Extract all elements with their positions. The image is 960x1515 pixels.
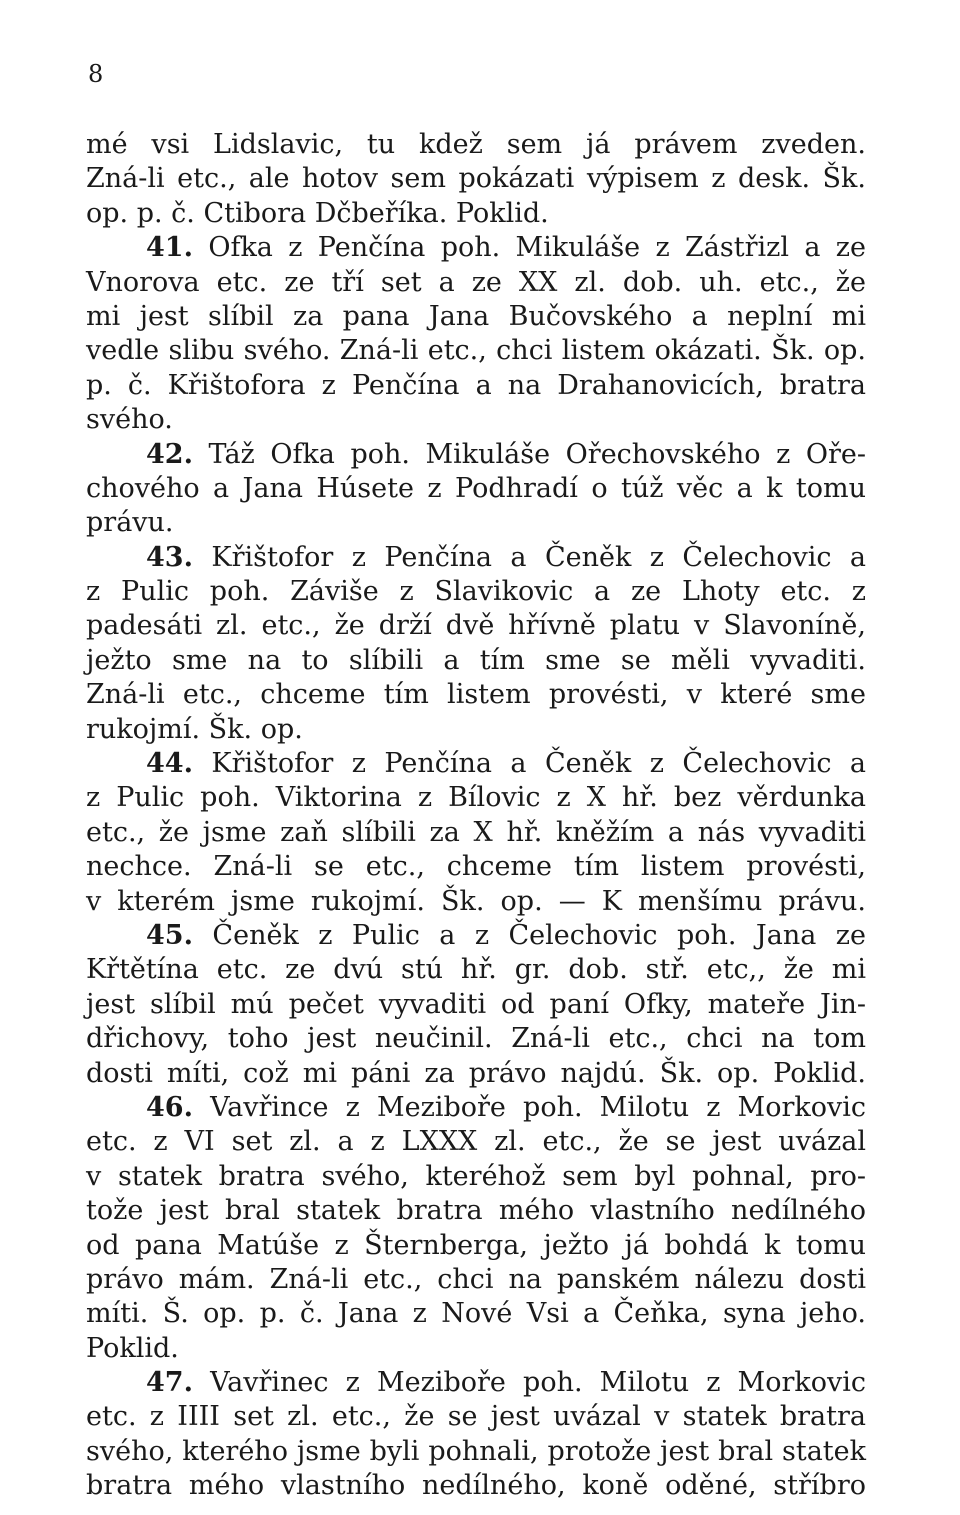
line-text: od pana Matúše z Šternberga, ježto já bohdá k tomu: [86, 1229, 866, 1261]
entry-number: 44.: [146, 748, 193, 780]
text-line: [86, 1057, 866, 1091]
text-line: [86, 1022, 866, 1056]
entry-first-line: [86, 1366, 866, 1400]
line-text: bratra mého vlastního nedílného, koně oděné, stříbro: [86, 1470, 866, 1502]
text-line: [86, 1263, 866, 1297]
line-text: Zná-li etc., ale hotov sem pokázati výpisem z desk. Šk.: [86, 163, 866, 195]
line-text: Táž Ofka poh. Mikuláše Ořechovského z Oře-: [192, 438, 866, 470]
line-text: padesáti zl. etc., že drží dvě hřívně platu v Slavoníně,: [86, 610, 866, 642]
line-text: v statek bratra svého, kteréhož sem byl pohnal, pro-: [86, 1160, 866, 1192]
text-line: [86, 1297, 866, 1331]
text-line: [86, 162, 866, 196]
text-line: [86, 1469, 866, 1503]
line-text: Vavřince z Meziboře poh. Milotu z Morkovic: [192, 1091, 866, 1123]
line-text: jest slíbil mú pečet vyvaditi od paní Ofky, mateře Jin-: [86, 988, 866, 1020]
line-text: mi jest slíbil za pana Jana Bučovského a neplní mi: [86, 300, 866, 332]
text-line: [86, 644, 866, 678]
line-text: Čeněk z Pulic a z Čelechovic poh. Jana ze: [192, 919, 866, 951]
line-text: etc. z VI set zl. a z LXXX zl. etc., že se jest uvázal: [86, 1126, 866, 1158]
text-line: [86, 953, 866, 987]
line-text: Vnorova etc. ze tří set a ze XX zl. dob. uh. etc., že: [86, 266, 866, 298]
entry-first-line: [86, 541, 866, 575]
text-line: [86, 1125, 866, 1159]
line-text: vedle slibu svého. Zná-li etc., chci listem okázati. Šk. op.: [86, 335, 866, 367]
entry-first-line: [86, 1091, 866, 1125]
entry-first-line: [86, 919, 866, 953]
line-text: právu.: [86, 507, 174, 539]
line-text: etc. z IIII set zl. etc., že se jest uvázal v statek bratra: [86, 1401, 866, 1433]
text-line: [86, 197, 866, 231]
text-line: [86, 678, 866, 712]
text-line: [86, 1400, 866, 1434]
line-text: Ofka z Penčína poh. Mikuláše z Zástřizl a ze: [192, 232, 866, 264]
entry-first-line: [86, 747, 866, 781]
text-line: [86, 1194, 866, 1228]
text-line: [86, 781, 866, 815]
line-text: z Pulic poh. Viktorina z Bílovic z X hř. bez věrdunka: [86, 782, 866, 814]
text-line: [86, 713, 866, 747]
text-line: [86, 300, 866, 334]
line-text: v kterém jsme rukojmí. Šk. op. — K menšímu právu.: [86, 885, 866, 917]
text-line: [86, 403, 866, 437]
line-text: míti. Š. op. p. č. Jana z Nové Vsi a Čeňka, syna jeho.: [86, 1298, 866, 1330]
text-line: [86, 266, 866, 300]
line-text: z Pulic poh. Záviše z Slavikovic a ze Lhoty etc. z: [86, 576, 866, 608]
text-line: [86, 128, 866, 162]
line-text: svého, kterého jsme byli pohnali, protože jest bral statek: [86, 1435, 866, 1467]
line-text: tože jest bral statek bratra mého vlastního nedílného: [86, 1195, 866, 1227]
entry-first-line: [86, 231, 866, 265]
text-line: [86, 885, 866, 919]
text-line: [86, 506, 866, 540]
text-line: [86, 1332, 866, 1366]
entry-number: 42.: [146, 438, 193, 470]
line-text: op. p. č. Ctibora Dčbeříka. Poklid.: [86, 197, 549, 229]
text-line: [86, 609, 866, 643]
entry-number: 41.: [146, 232, 193, 264]
line-text: etc., že jsme zaň slíbili za X hř. kněžím a nás vyvaditi: [86, 816, 866, 848]
page-body-text: [86, 128, 866, 1504]
line-text: rukojmí. Šk. op.: [86, 713, 303, 745]
text-line: [86, 1229, 866, 1263]
line-text: Křištofor z Penčína a Čeněk z Čelechovic a: [192, 748, 866, 780]
entry-number: 46.: [146, 1091, 193, 1123]
line-text: Vavřinec z Meziboře poh. Milotu z Morkovic: [192, 1367, 866, 1399]
text-line: [86, 816, 866, 850]
text-line: [86, 850, 866, 884]
text-line: [86, 369, 866, 403]
line-text: mé vsi Lidslavic, tu kdež sem já právem zveden.: [86, 129, 866, 160]
page-number: 8: [88, 60, 104, 88]
line-text: svého.: [86, 404, 173, 436]
text-line: [86, 472, 866, 506]
line-text: Zná-li etc., chceme tím listem provésti, v které sme: [86, 679, 866, 711]
line-text: Poklid.: [86, 1332, 179, 1364]
text-line: [86, 575, 866, 609]
entry-number: 45.: [146, 919, 193, 951]
line-text: p. č. Křištofora z Penčína a na Drahanovicích, bratra: [86, 369, 866, 401]
text-line: [86, 988, 866, 1022]
entry-number: 47.: [146, 1367, 193, 1399]
line-text: právo mám. Zná-li etc., chci na panském nálezu dosti: [86, 1263, 866, 1295]
text-line: [86, 1435, 866, 1469]
line-text: Křtětína etc. ze dvú stú hř. gr. dob. stř. etc,, že mi: [86, 954, 866, 986]
line-text: Křištofor z Penčína a Čeněk z Čelechovic a: [192, 541, 866, 573]
text-line: [86, 334, 866, 368]
line-text: ježto sme na to slíbili a tím sme se měli vyvaditi.: [86, 644, 866, 676]
line-text: chového a Jana Húsete z Podhradí o túž věc a k tomu: [86, 472, 866, 504]
line-text: dřichovy, toho jest neučinil. Zná-li etc., chci na tom: [86, 1023, 866, 1055]
entry-first-line: [86, 438, 866, 472]
text-line: [86, 1160, 866, 1194]
line-text: nechce. Zná-li se etc., chceme tím listem provésti,: [86, 851, 866, 883]
entry-number: 43.: [146, 541, 193, 573]
line-text: dosti míti, což mi páni za právo najdú. Šk. op. Poklid.: [86, 1057, 866, 1089]
